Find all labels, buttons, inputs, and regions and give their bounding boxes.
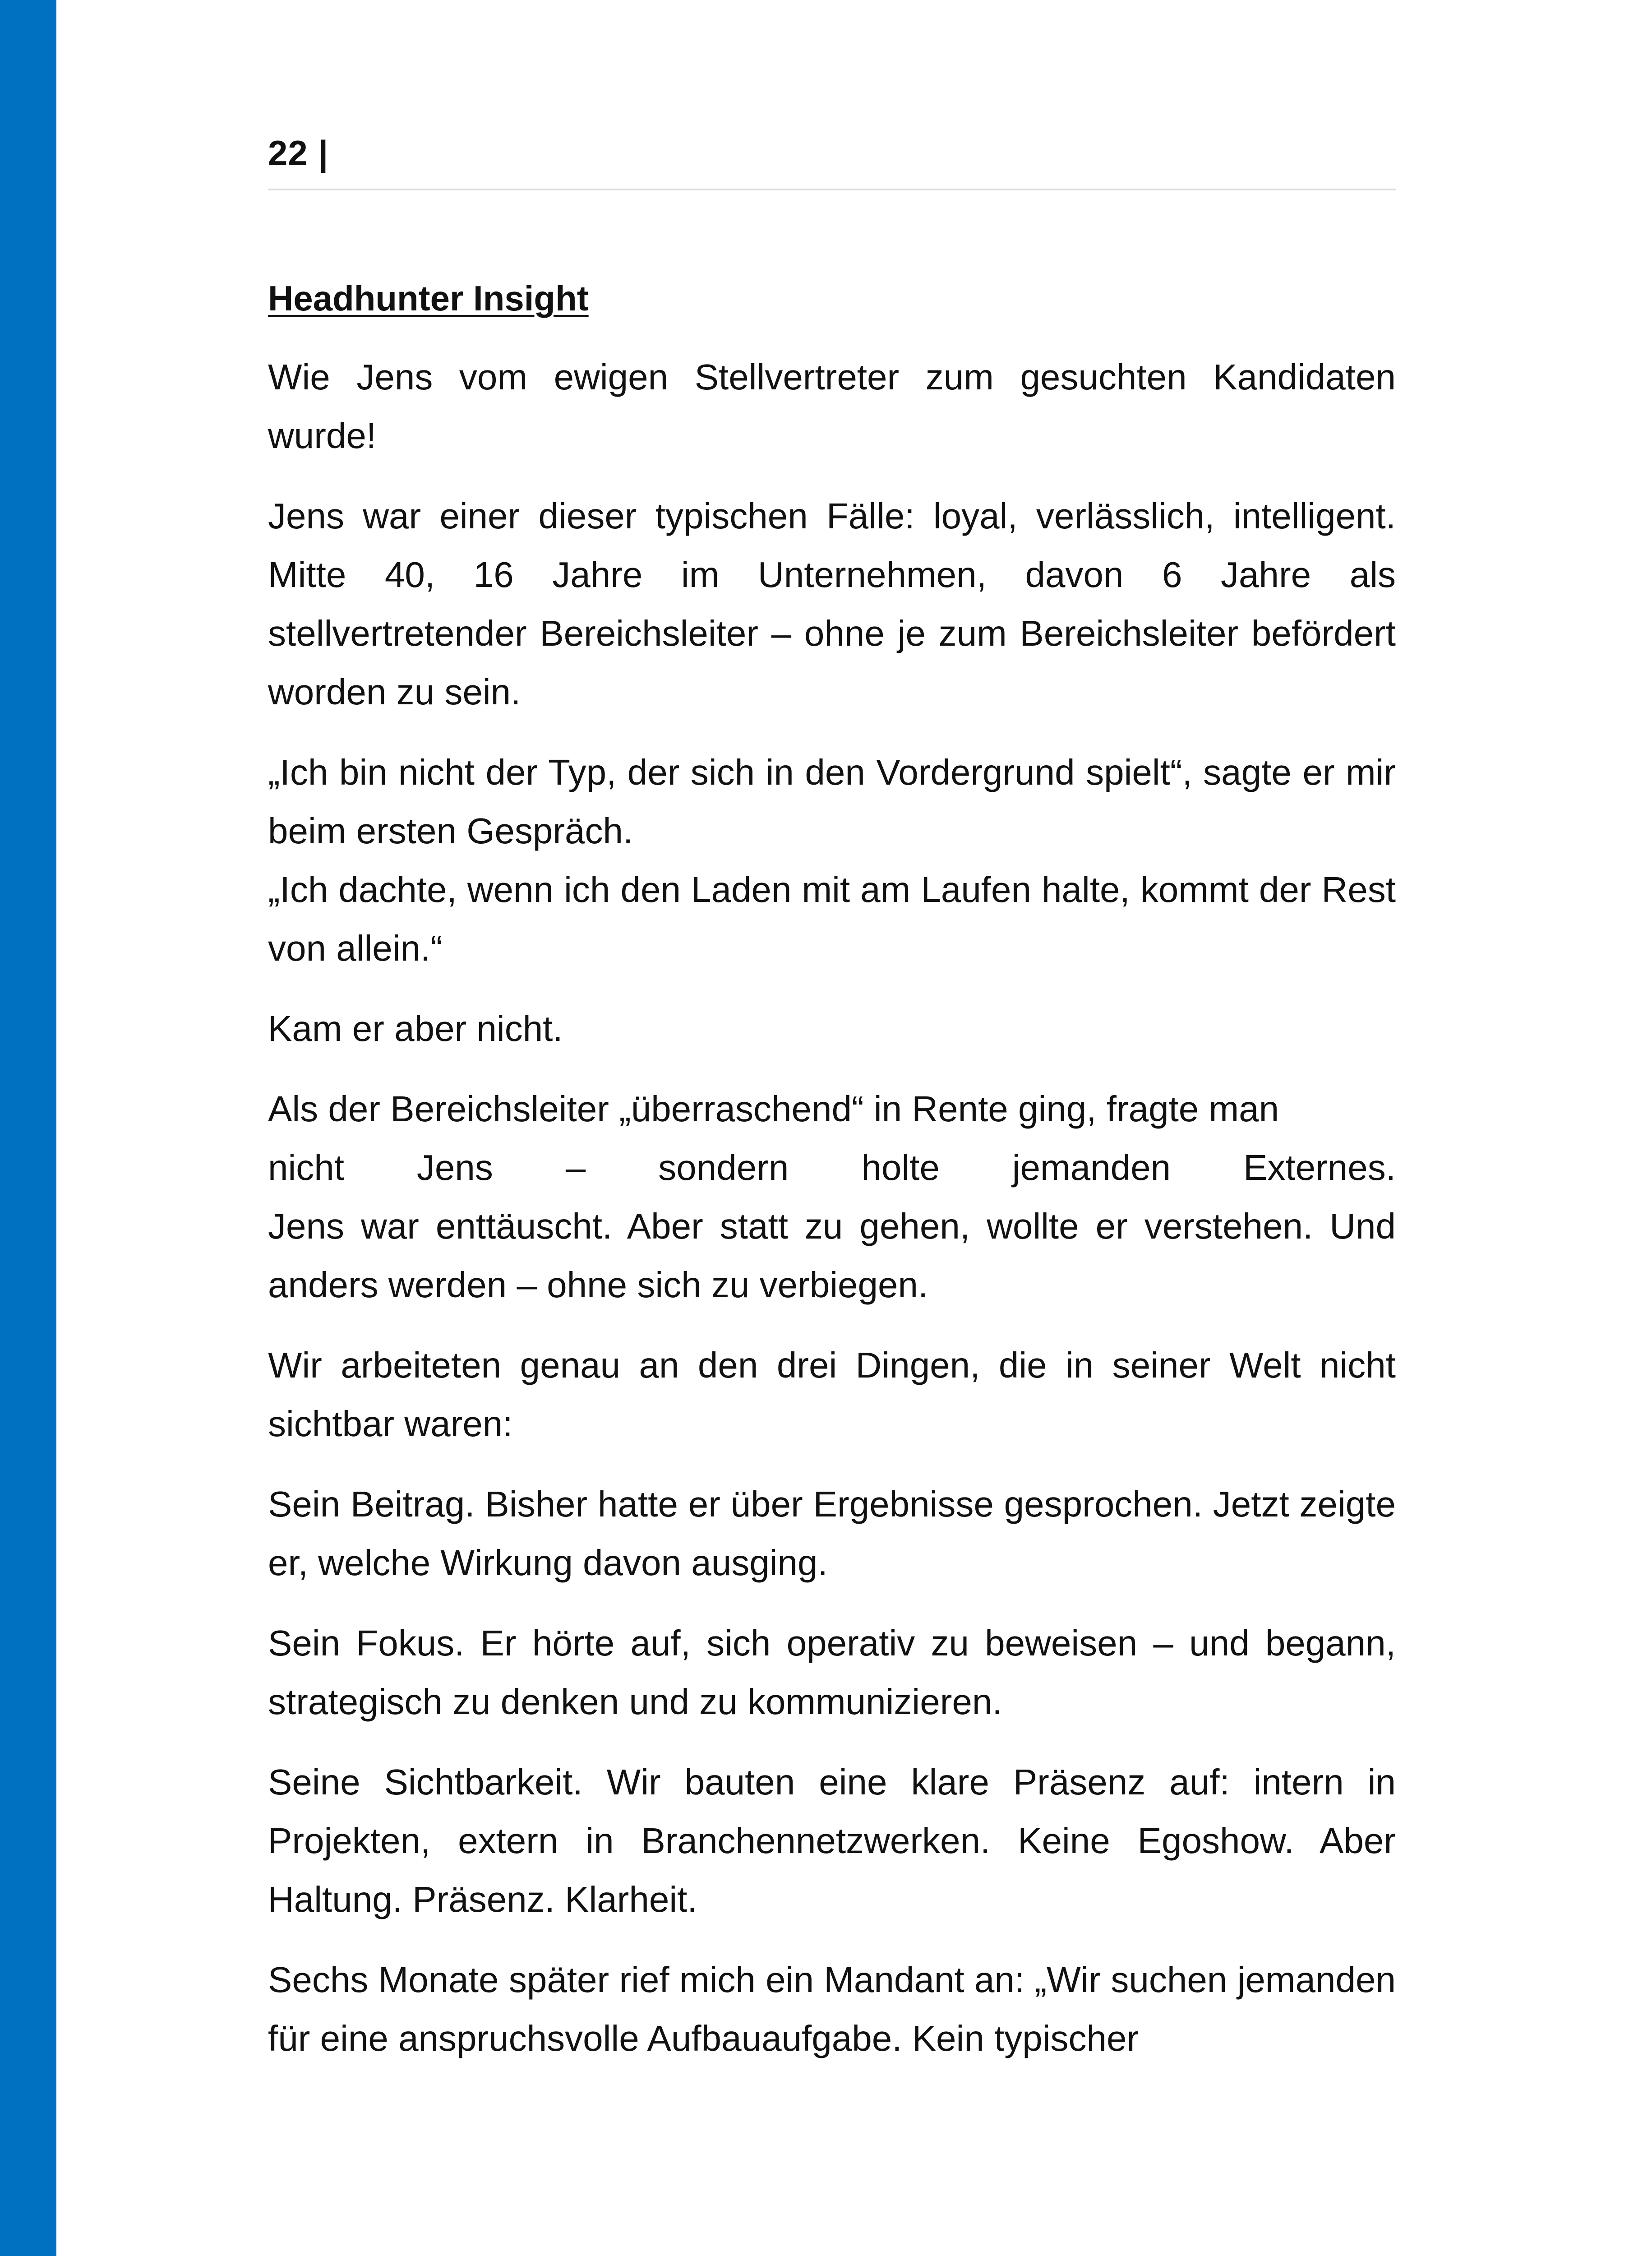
article-body <box>268 269 1396 2090</box>
section-title: Headhunter Insight <box>268 278 589 318</box>
page-header <box>268 135 1396 190</box>
turning-point-paragraph <box>268 1080 1396 1314</box>
quote-paragraph-1: „Ich bin nicht der Typ, der sich in den Vordergrund spielt“, sagte er mir beim ersten Gespräch. <box>268 752 1396 851</box>
page-number: 22 | <box>268 133 329 173</box>
turning-point-line-3: Jens war enttäuscht. Aber statt zu gehen, wollte er verstehen. Und anders werden – ohne sich zu verbiegen. <box>268 1206 1396 1305</box>
quote-paragraph-2: „Ich dachte, wenn ich den Laden mit am Laufen halte, kommt der Rest von allein.“ <box>268 869 1396 968</box>
contribution-paragraph: Sein Beitrag. Bisher hatte er über Ergebnisse gesprochen. Jetzt zeigte er, welche Wirkung davon ausging. <box>268 1484 1396 1583</box>
work-areas-paragraph: Wir arbeiteten genau an den drei Dingen, die in seiner Welt nicht sichtbar waren: <box>268 1345 1396 1444</box>
side-accent-bar <box>0 0 56 2256</box>
visibility-paragraph: Seine Sichtbarkeit. Wir bauten eine klare Präsenz auf: intern in Projekten, extern in Branchennetzwerken. Keine Egoshow. Aber Haltung. Präsenz. Klarheit. <box>268 1762 1396 1919</box>
closing-paragraph: Sechs Monate später rief mich ein Mandant an: „Wir suchen jemanden für eine anspruchsvolle Aufbauaufgabe. Kein typischer <box>268 1960 1396 2058</box>
short-paragraph: Kam er aber nicht. <box>268 1008 563 1049</box>
background-paragraph: Jens war einer dieser typischen Fälle: loyal, verlässlich, intelligent. Mitte 40, 16 Jahre im Unternehmen, davon 6 Jahre als stellvertretender Bereichsleiter – ohne je zum Bereichsleiter befördert worden zu sein. <box>268 496 1396 712</box>
header-divider <box>268 189 1396 190</box>
intro-paragraph: Wie Jens vom ewigen Stellvertreter zum gesuchten Kandidaten wurde! <box>268 357 1396 456</box>
turning-point-line-2: nicht Jens – sondern holte jemanden Externes. <box>268 1147 1396 1188</box>
turning-point-line-1: Als der Bereichsleiter „überraschend“ in Rente ging, fragte man <box>268 1089 1279 1129</box>
focus-paragraph: Sein Fokus. Er hörte auf, sich operativ zu beweisen – und begann, strategisch zu denken und zu kommunizieren. <box>268 1623 1396 1722</box>
